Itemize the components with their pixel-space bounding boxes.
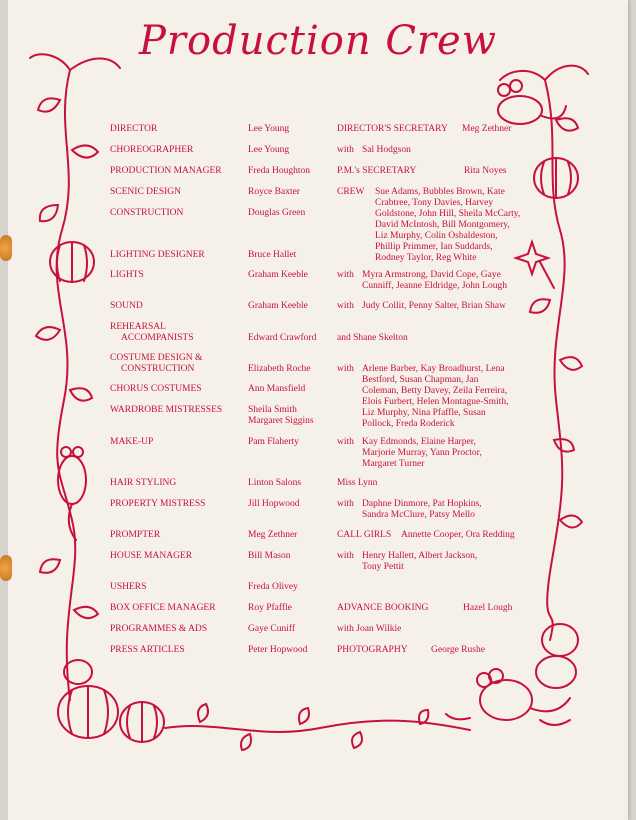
with-sound: with [337,301,354,311]
name-choreographer: Lee Young [248,145,290,155]
make-up-crew-line: Marjorie Murray, Yann Proctor, [362,448,482,458]
name-advance-booking: Hazel Lough [463,603,513,613]
page-title: Production Crew [139,18,497,64]
label-directors-secretary: DIRECTOR'S SECRETARY [337,124,448,134]
mouse-top-right [498,96,542,124]
name-lights: Graham Keeble [248,270,308,280]
role-costume-line1: COSTUME DESIGN & [110,353,203,363]
label-advance-booking: ADVANCE BOOKING [337,603,429,613]
role-prompter: PROMPTER [110,530,161,540]
costume-crew-line: Coleman, Betty Davey, Zeila Ferreira, [362,386,508,396]
property-crew-line: Sandra McClure, Patsy Mello [362,510,475,520]
name-make-up: Pam Flaherty [248,437,299,447]
name-costume-design: Elizabeth Roche [248,364,311,374]
name-directors-secretary: Meg Zethner [462,124,512,134]
role-press-articles: PRESS ARTICLES [110,645,185,655]
name-property-mistress: Jill Hopwood [248,499,300,509]
role-rehearsal-line2: ACCOMPANISTS [121,333,194,343]
role-box-office: BOX OFFICE MANAGER [110,603,216,613]
name-programmes: Gaye Cuniff [248,624,296,634]
role-programmes: PROGRAMMES & ADS [110,624,208,634]
name-photography: George Rushe [431,645,485,655]
with-costume: with [337,364,354,374]
hair-stylist: Miss Lynn [337,478,378,488]
role-lights: LIGHTS [110,270,144,280]
with-lights: with [337,270,354,280]
assistant-choreographer: Sal Hodgson [362,145,411,155]
role-make-up: MAKE-UP [110,437,154,447]
crew-line: Crabtree, Tony Davies, Harvey [375,198,494,208]
crew-line: Goldstone, John Hill, Sheila McCarty, [375,209,521,219]
role-construction: CONSTRUCTION [110,208,184,218]
costume-crew-line: Elois Furbert, Helen Montague-Smith, [362,397,509,407]
crew-line: David McIntosh, Bill Montgomery, [375,220,510,230]
programmes-extra: with Joan Wilkie [337,624,402,634]
name-box-office: Roy Pfaffle [248,603,292,613]
role-sound: SOUND [110,301,143,311]
name-rehearsal: Edward Crawford [248,333,317,343]
crew-line: Phillip Primmer, Ian Suddards, [375,242,493,252]
name-hair-styling: Linton Salons [248,478,302,488]
with-choreographer: with [337,145,354,155]
name-press-articles: Peter Hopwood [248,645,308,655]
name-house-manager: Bill Mason [248,551,291,561]
sound-crew: Judy Collit, Penny Salter, Brian Shaw [362,301,506,311]
role-scenic-design: SCENIC DESIGN [110,187,181,197]
role-ushers: USHERS [110,582,147,592]
names-call-girls: Annette Cooper, Ora Redding [401,530,515,540]
crew-line: Liz Murphy, Colin Osbaldeston, [375,231,498,241]
label-crew: CREW [337,187,365,197]
name-wardrobe-2: Margaret Siggins [248,416,314,426]
crew-line: Rodney Taylor, Reg White [375,253,477,263]
house-crew-line: Tony Pettit [362,562,404,572]
label-pm-secretary: P.M.'s SECRETARY [337,166,417,176]
name-lighting-designer: Bruce Hallet [248,250,297,260]
name-scenic-design: Royce Baxter [248,187,300,197]
role-lighting-designer: LIGHTING DESIGNER [110,250,205,260]
with-make-up: with [337,437,354,447]
mouse-left [58,456,86,504]
role-house-manager: HOUSE MANAGER [110,551,193,561]
role-production-manager: PRODUCTION MANAGER [110,166,222,176]
name-ushers: Freda Olivey [248,582,298,592]
rehearsal-extra: and Shane Skelton [337,333,408,343]
role-wardrobe: WARDROBE MISTRESSES [110,405,223,415]
name-prompter: Meg Zethner [248,530,298,540]
house-crew-line: Henry Hallett, Albert Jackson, [362,551,478,561]
costume-crew-line: Bestford, Susan Chapman, Jan [362,375,479,385]
role-director: DIRECTOR [110,124,158,134]
costume-crew-line: Arlene Barber, Kay Broadhurst, Lena [362,364,505,374]
role-costume-line2: CONSTRUCTION [121,364,195,374]
with-property: with [337,499,354,509]
lights-crew-line: Cunniff, Jeanne Eldridge, John Lough [362,281,507,291]
costume-crew-line: Liz Murphy, Nina Pfaffle, Susan [362,408,486,418]
role-chorus-costumes: CHORUS COSTUMES [110,384,202,394]
make-up-crew-line: Margaret Turner [362,459,425,469]
name-chorus-costumes: Ann Mansfield [248,384,306,394]
label-photography: PHOTOGRAPHY [337,645,408,655]
make-up-crew-line: Kay Edmonds, Elaine Harper, [362,437,476,447]
role-hair-styling: HAIR STYLING [110,478,177,488]
label-call-girls: CALL GIRLS [337,530,392,540]
role-rehearsal-line1: REHEARSAL [110,322,166,332]
lights-crew-line: Myra Armstrong, David Cope, Gaye [362,270,501,280]
property-crew-line: Daphne Dinmore, Pat Hopkins, [362,499,482,509]
with-house-manager: with [337,551,354,561]
crew-line: Sue Adams, Bubbles Brown, Kate [375,187,505,197]
name-production-manager: Freda Houghton [248,166,311,176]
name-construction: Douglas Green [248,208,306,218]
name-wardrobe-1: Sheila Smith [248,405,297,415]
left-vine [57,70,76,700]
name-director: Lee Young [248,124,290,134]
name-pm-secretary: Rita Noyes [464,166,507,176]
costume-crew-line: Pollock, Freda Roderick [362,419,455,429]
role-choreographer: CHOREOGRAPHER [110,145,194,155]
role-property-mistress: PROPERTY MISTRESS [110,499,206,509]
name-sound: Graham Keeble [248,301,308,311]
